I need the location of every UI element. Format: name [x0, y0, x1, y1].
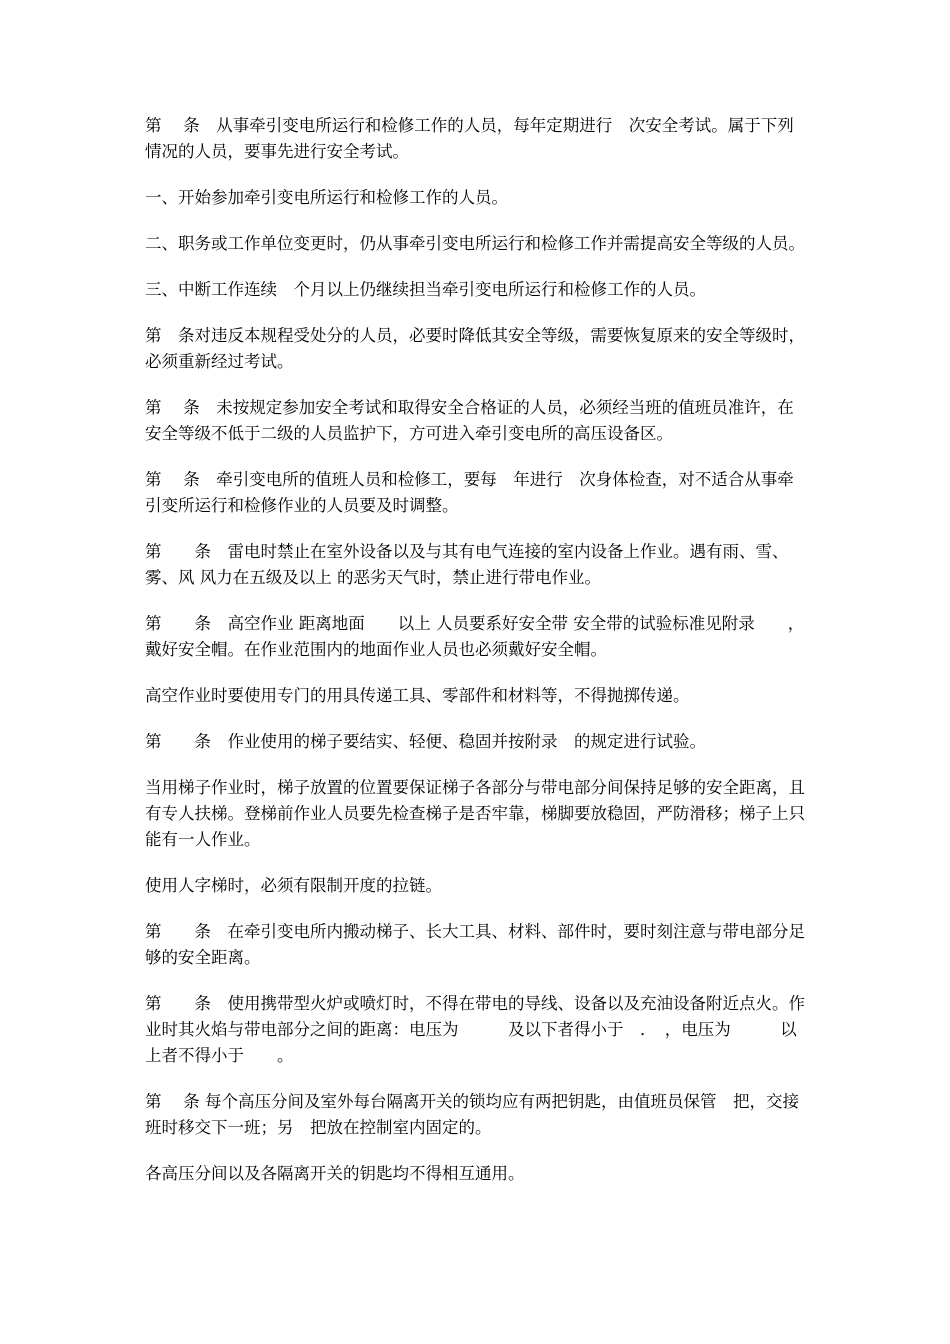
paragraph-6: 第 条 未按规定参加安全考试和取得安全合格证的人员，必须经当班的值班员准许，在安全等级不低于二级的人员监护下，方可进入牵引变电所的高压设备区。: [145, 398, 794, 443]
paragraph-16: 第 条 每个高压分间及室外每台隔离开关的锁均应有两把钥匙，由值班员保管 把，交接班时移交下一班；另 把放在控制室内固定的。: [145, 1092, 799, 1137]
paragraph-12: 当用梯子作业时，梯子放置的位置要保证梯子各部分与带电部分间保持足够的安全距离，且有专人扶梯。登梯前作业人员要先检查梯子是否牢靠，梯脚要放稳固，严防滑移；梯子上只能有一人作业。: [145, 778, 805, 849]
paragraph-1: 第 条 从事牵引变电所运行和检修工作的人员，每年定期进行 次安全考试。属于下列情况的人员，要事先进行安全考试。: [145, 116, 794, 161]
paragraph-10: 高空作业时要使用专门的用具传递工具、零部件和材料等，不得抛掷传递。: [145, 686, 690, 705]
paragraph-15: 第 条 使用携带型火炉或喷灯时，不得在带电的导线、设备以及充油设备附近点火。作业时其火焰与带电部分之间的距离：电压为 及以下者得小于 ． ，电压为 以上者不得小于 。: [145, 994, 805, 1065]
paragraph-14: 第 条 在牵引变电所内搬动梯子、长大工具、材料、部件时，要时刻注意与带电部分足够的安全距离。: [145, 922, 805, 967]
paragraph-9: 第 条 高空作业 距离地面 以上 人员要系好安全带 安全带的试验标准见附录 ，戴好安全帽。在作业范围内的地面作业人员也必须戴好安全帽。: [145, 614, 805, 659]
document-body: [145, 113, 809, 1207]
paragraph-11: 第 条 作业使用的梯子要结实、轻便、稳固并按附录 的规定进行试验。: [145, 732, 706, 751]
paragraph-4: 三、中断工作连续 个月以上仍继续担当牵引变电所运行和检修工作的人员。: [145, 280, 706, 299]
paragraph-3: 二、职务或工作单位变更时，仍从事牵引变电所运行和检修工作并需提高安全等级的人员。: [145, 234, 805, 253]
paragraph-7: 第 条 牵引变电所的值班人员和检修工，要每 年进行 次身体检查，对不适合从事牵引变所运行和检修作业的人员要及时调整。: [145, 470, 794, 515]
paragraph-5: 第 条对违反本规程受处分的人员，必要时降低其安全等级，需要恢复原来的安全等级时，必须重新经过考试。: [145, 326, 805, 371]
paragraph-17: 各高压分间以及各隔离开关的钥匙均不得相互通用。: [145, 1164, 525, 1183]
paragraph-8: 第 条 雷电时禁止在室外设备以及与其有电气连接的室内设备上作业。遇有雨、雪、雾、风 风力在五级及以上 的恶劣天气时，禁止进行带电作业。: [145, 542, 789, 587]
paragraph-2: 一、开始参加牵引变电所运行和检修工作的人员。: [145, 188, 508, 207]
paragraph-13: 使用人字梯时，必须有限制开度的拉链。: [145, 876, 442, 895]
